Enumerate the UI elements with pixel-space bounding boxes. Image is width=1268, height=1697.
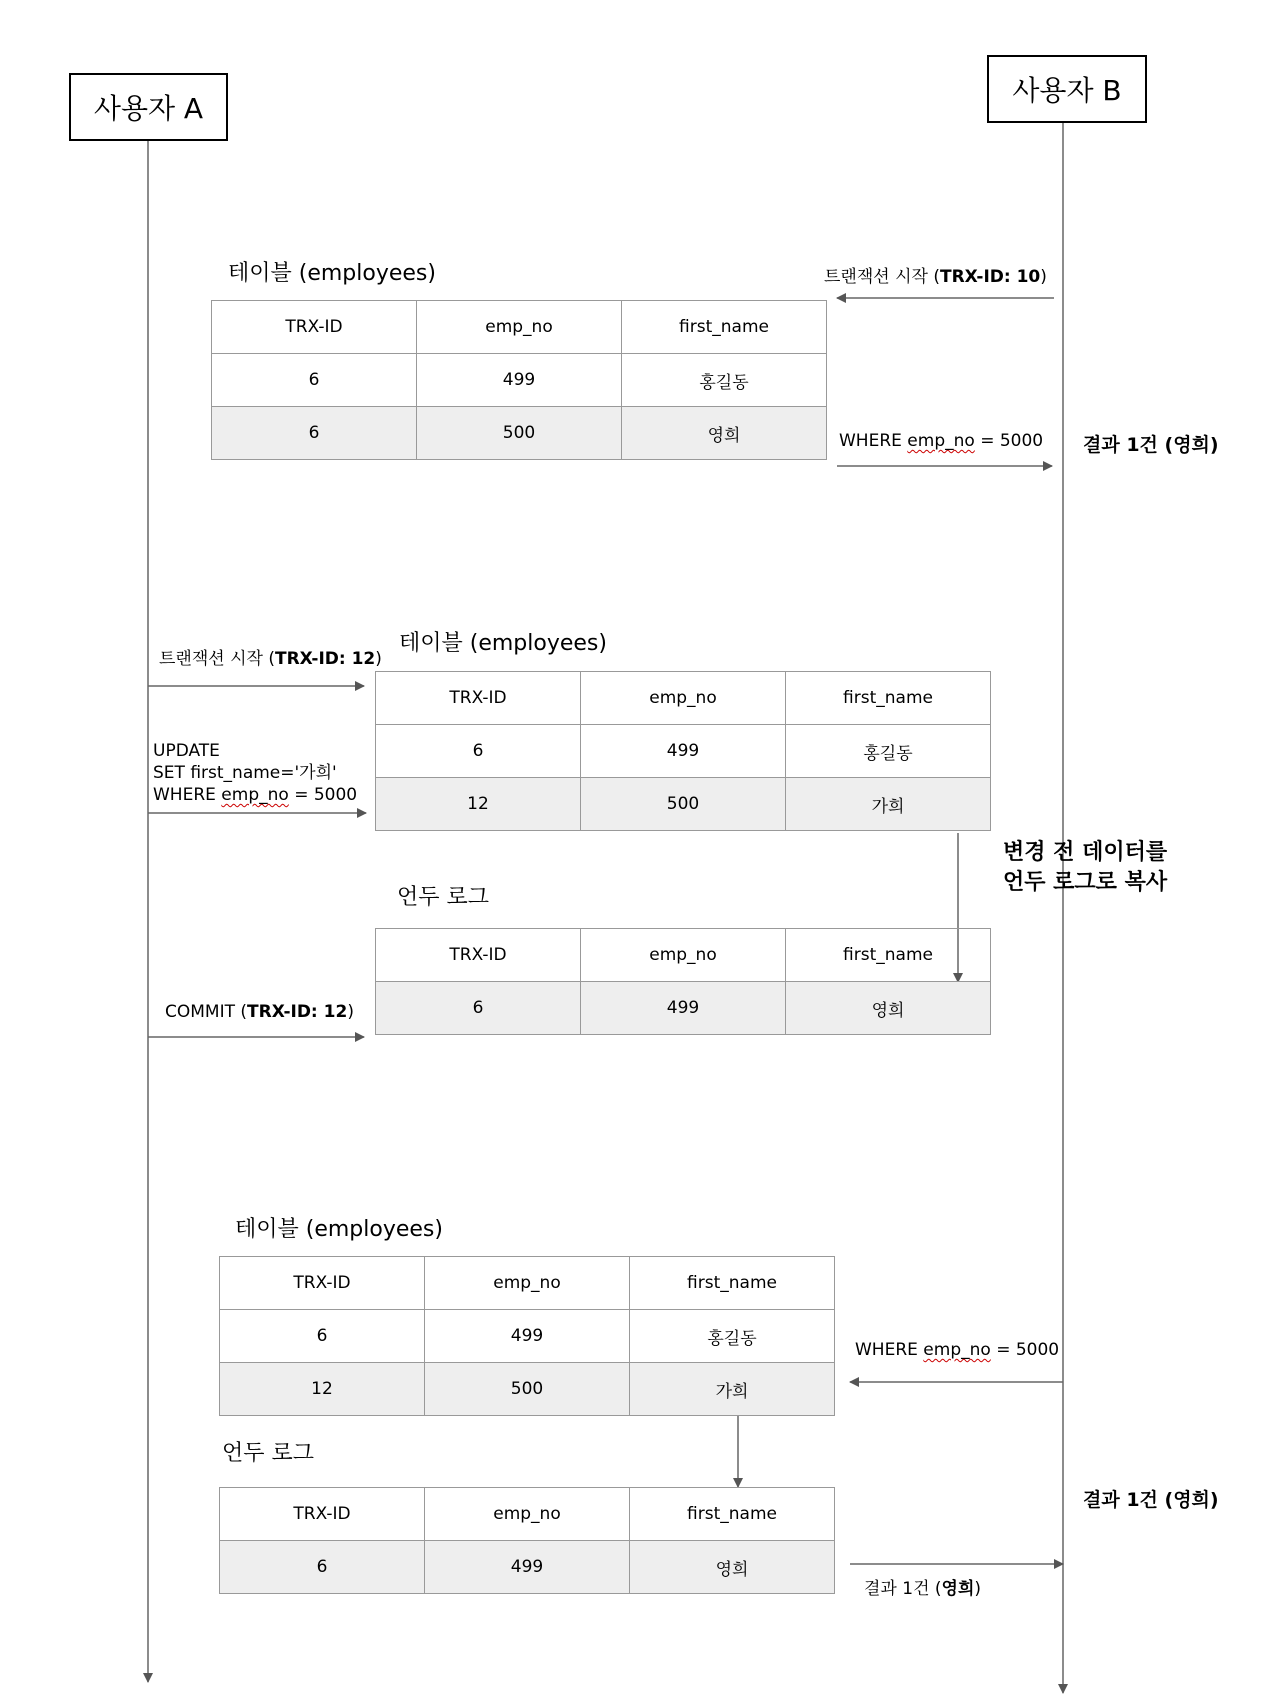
- copy-to-undo-note: [1003, 838, 1167, 898]
- table-cell: 500: [425, 1363, 630, 1416]
- table-row: [376, 778, 991, 831]
- text-part: UPDATE: [153, 741, 220, 761]
- text-part: 트랜잭션 시작 (: [159, 649, 275, 669]
- result-label-small: [864, 1574, 981, 1599]
- table-cell: 홍길동: [622, 354, 827, 407]
- text-part: 변경 전 데이터를: [1003, 840, 1168, 865]
- text-part: COMMIT (: [165, 1002, 248, 1022]
- undo-log-table-1: [375, 928, 991, 1035]
- table-cell: emp_no: [425, 1257, 630, 1310]
- col-header: emp_no: [417, 301, 622, 354]
- undo-log-title-2: 언두 로그: [222, 1441, 315, 1466]
- table-cell: 6: [376, 982, 581, 1035]
- col-header: first_name: [622, 301, 827, 354]
- table-cell: TRX-ID: [220, 1488, 425, 1541]
- where-label-1: [839, 431, 1043, 451]
- table-row: [212, 354, 827, 407]
- employees-table-3: [219, 1256, 835, 1416]
- actor-user-a: [69, 73, 228, 141]
- text-part: SET first_name='가희': [153, 763, 337, 783]
- text-part: 결과 1건 (: [864, 1579, 942, 1599]
- table-cell: 가희: [630, 1363, 835, 1416]
- table-cell: TRX-ID: [220, 1257, 425, 1310]
- table-cell: 홍길동: [630, 1310, 835, 1363]
- text-part: WHERE: [153, 785, 222, 805]
- table-cell: first_name: [786, 929, 991, 982]
- table-title-2: 테이블 (employees): [399, 631, 607, 656]
- text-part: 트랜잭션 시작 (: [824, 267, 940, 287]
- table-cell: 6: [212, 354, 417, 407]
- text-part: WHERE: [839, 431, 908, 451]
- table-cell: 6: [220, 1541, 425, 1594]
- text-part: = 5000: [288, 785, 358, 805]
- table-cell: 500: [417, 407, 622, 460]
- table-header-row: [376, 929, 991, 982]
- undo-log-table-2: [219, 1487, 835, 1594]
- table-header-row: [220, 1488, 835, 1541]
- table-row: [376, 982, 991, 1035]
- table-cell: 영희: [786, 982, 991, 1035]
- table-row: [220, 1541, 835, 1594]
- text-part: ): [974, 1579, 982, 1599]
- table-header-row: [220, 1257, 835, 1310]
- undo-log-title-1: 언두 로그: [397, 885, 490, 910]
- col-header: TRX-ID: [212, 301, 417, 354]
- table-cell: first_name: [786, 672, 991, 725]
- table-row: [376, 725, 991, 778]
- table-cell: first_name: [630, 1488, 835, 1541]
- table-cell: 499: [581, 725, 786, 778]
- table-cell: 6: [220, 1310, 425, 1363]
- table-header-row: [212, 301, 827, 354]
- table-title-1: 테이블 (employees): [228, 261, 436, 286]
- table-row: [220, 1363, 835, 1416]
- table-cell: 홍길동: [786, 725, 991, 778]
- tx-id-10: TRX-ID: 10: [939, 267, 1041, 287]
- table-header-row: [376, 672, 991, 725]
- table-cell: 6: [212, 407, 417, 460]
- tx-start-label-b: [824, 262, 1047, 287]
- text-part: ): [1040, 267, 1047, 287]
- table-cell: first_name: [630, 1257, 835, 1310]
- table-cell: TRX-ID: [376, 672, 581, 725]
- table-cell: 500: [581, 778, 786, 831]
- text-part: emp_no: [907, 431, 975, 451]
- text-part: WHERE: [855, 1340, 924, 1360]
- text-part: emp_no: [923, 1340, 991, 1360]
- text-part: emp_no: [221, 785, 289, 805]
- employees-table-1: [211, 300, 827, 460]
- actor-user-a-label: 사용자 A: [93, 92, 204, 125]
- commit-label: [165, 1002, 354, 1022]
- result-label-1: 결과 1건 (영희): [1083, 434, 1219, 456]
- text-part: ): [347, 1002, 354, 1022]
- table-row: [220, 1310, 835, 1363]
- text-part: = 5000: [974, 431, 1044, 451]
- table-cell: 영희: [630, 1541, 835, 1594]
- text-part: 언두 로그로 복사: [1003, 870, 1168, 895]
- table-cell: emp_no: [581, 929, 786, 982]
- table-cell: 가희: [786, 778, 991, 831]
- table-cell: 499: [581, 982, 786, 1035]
- text-part: 영희: [941, 1579, 975, 1599]
- update-statement: [153, 740, 357, 806]
- text-part: = 5000: [990, 1340, 1060, 1360]
- table-cell: emp_no: [581, 672, 786, 725]
- tx-start-label-a: [159, 644, 382, 669]
- employees-table-2: [375, 671, 991, 831]
- table-cell: 12: [220, 1363, 425, 1416]
- actor-user-b: [987, 55, 1147, 123]
- table-title-3: 테이블 (employees): [235, 1217, 443, 1242]
- text-part: ): [375, 649, 382, 669]
- table-cell: 영희: [622, 407, 827, 460]
- result-label-2: 결과 1건 (영희): [1083, 1489, 1219, 1511]
- table-cell: 499: [417, 354, 622, 407]
- table-cell: 499: [425, 1310, 630, 1363]
- actor-user-b-label: 사용자 B: [1012, 74, 1122, 107]
- table-cell: TRX-ID: [376, 929, 581, 982]
- text-part: TRX-ID: 12: [247, 1002, 348, 1022]
- table-cell: emp_no: [425, 1488, 630, 1541]
- tx-id-12: TRX-ID: 12: [274, 649, 376, 669]
- table-row: [212, 407, 827, 460]
- table-cell: 12: [376, 778, 581, 831]
- where-label-2: [855, 1340, 1059, 1360]
- table-cell: 499: [425, 1541, 630, 1594]
- table-cell: 6: [376, 725, 581, 778]
